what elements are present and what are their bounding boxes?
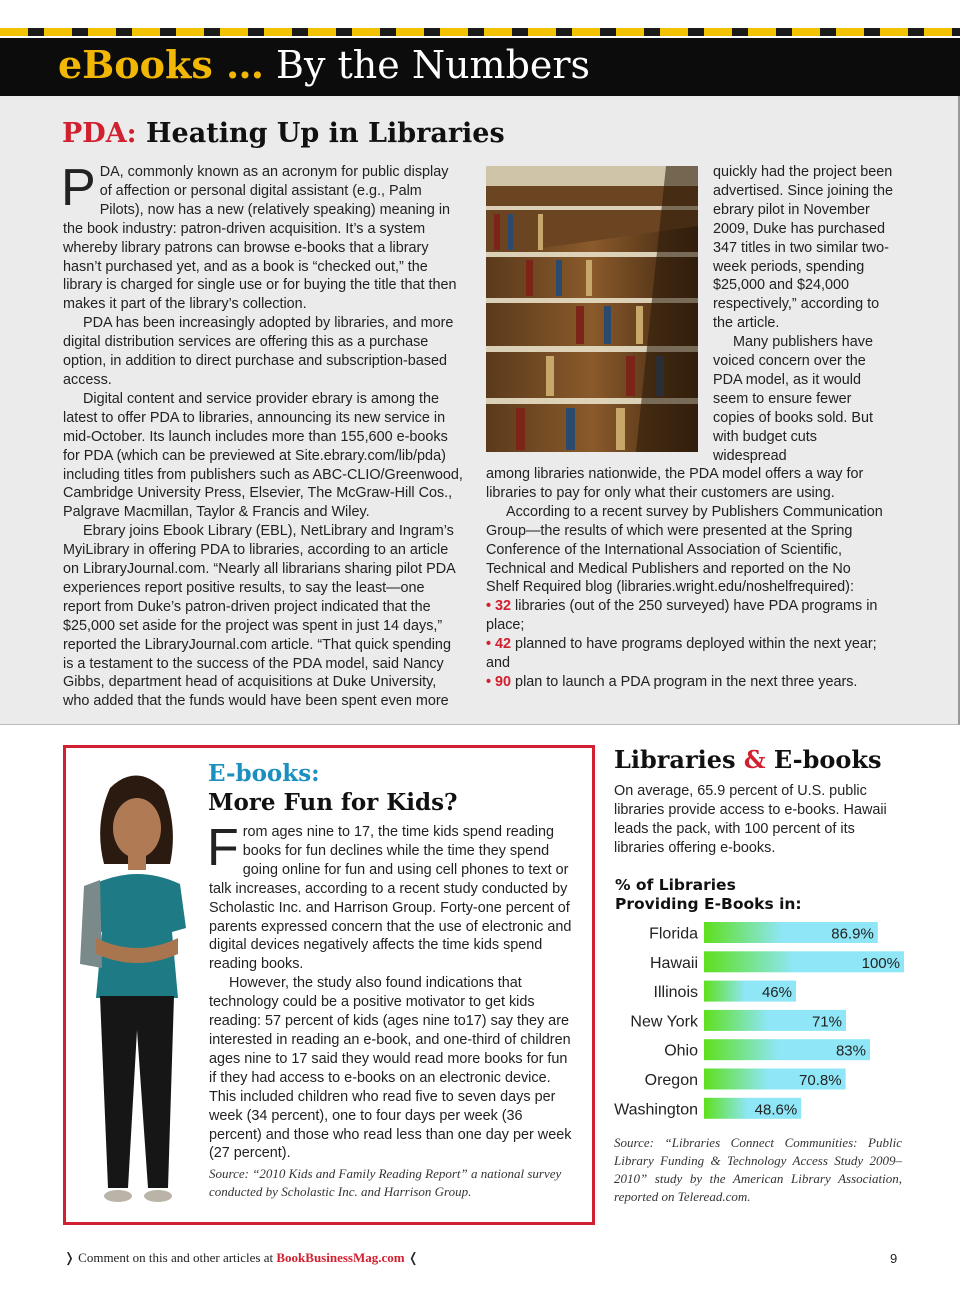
kids-source: Source: “2010 Kids and Family Reading Report” a national survey conducted by Scholastic Inc. and Harrison Group.: [209, 1166, 562, 1200]
bullet-item: • 90 plan to launch a PDA program in the next three years.: [486, 673, 858, 690]
category-label: Washington: [614, 1101, 698, 1119]
ebooks-bar-chart: [610, 922, 910, 1128]
pda-column-left: PDA, commonly known as an acronym for public display of affection or personal digital assistant (e.g., Palm Pilots), now has a new (relatively speaking) meaning in the book industry: patron-driven acquisition. It’s a system whereby library patrons can browse e-books that a library hasn’t purchased yet, and as a book is “checked out,” the library is charged for single use or for buying the title that then makes it part of the library’s collection. PDA has been increasingly adopted by libraries, and more digital distribution services are offering this as a purchase option, in addition to direct purchase and subscription-based access. Digital content and service provider ebrary is among the latest to offer PDA to libraries, announcing its new service in mid-October. Its launch includes more than 155,600 e-books for PDA (which can be previewed at Site.ebrary.com/lib/pda) including titles from publishers such as ABC-CLIO/Greenwood, Cambridge University Press, Elsevier, The McGraw-Hill Cos., Palgrave Macmillan, Taylor & Francis and Wiley. Ebrary joins Ebook Library (EBL), NetLibrary and Ingram’s MyiLibrary in offering PDA to libraries, according to an article on LibraryJournal.com. “Nearly all librarians sharing pilot PDA experiences report positive results, to say the least—one report from Duke’s patron-driven project indicated that the $25,000 set aside for the project was spent in just 14 days,” reported the LibraryJournal.com article. “That quick spending is a testament to the success of the PDA model, said Nancy Gibbs, department head of acquisitions at Duke University, who added that the funds would have been spent even more: [61, 159, 463, 710]
category-label: Ohio: [664, 1042, 698, 1060]
library-bookshelf-photo: [486, 166, 698, 452]
page-number: 9: [890, 1251, 898, 1266]
value-label: 48.6%: [754, 1101, 798, 1119]
category-label: New York: [630, 1013, 698, 1031]
category-label: Florida: [649, 925, 698, 943]
value-label: 46%: [761, 984, 792, 1002]
kids-body: From ages nine to 17, the time kids spend reading books for fun declines while the time they spend going online for fun and using cell phones to text or talk increases, according to a recent study conducted by Scholastic Inc. and Harrison Group. Forty-one percent of parents expressed concern that the use of electronic and digital devices negatively affects the time kids spend reading books. However, the study also found indications that technology could be a positive motivator to get kids reading: 57 percent of kids (ages nine to17) say they are interested in reading an e-book, and one-third of children ages nine to 17 said they would read more books for fun if they had access to e-books on an electronic device. This included children who read five to seven days per week (34 percent), one to four days per week (36 percent) and those who read less than one day per week (27 percent). Source: “2010 Kids and Family Reading Report” a national survey conducted by Scholastic Inc. and Harrison Group.: [207, 819, 572, 1200]
pda-title: PDA: Heating Up in Libraries: [62, 118, 505, 149]
header-title: eBooks … By the Numbers: [58, 42, 591, 87]
category-label: Illinois: [653, 984, 698, 1002]
libraries-intro: On average, 65.9 percent of U.S. public libraries provide access to e-books. Hawaii leads the pack, with 100 percent of its libraries offering e-books.: [614, 783, 887, 856]
value-label: 100%: [861, 954, 900, 972]
footer: ❭ Comment on this and other articles at BookBusinessMag.com ❬: [64, 1250, 419, 1265]
libraries-title: Libraries & E-books: [614, 745, 882, 774]
bullet-item: • 32 libraries (out of the 250 surveyed) have PDA programs in place;: [486, 598, 878, 634]
value-label: 83%: [835, 1042, 866, 1060]
site-link[interactable]: BookBusinessMag.com: [276, 1250, 405, 1265]
girl-photo: [70, 768, 204, 1210]
category-label: Hawaii: [649, 954, 698, 972]
value-label: 70.8%: [799, 1072, 842, 1089]
value-label: 71%: [811, 1013, 842, 1031]
libraries-source: Source: “Libraries Connect Communities: Public Library Funding & Technology Access Study 2009–2010” study by the American Library Association, reported on Teleread.com.: [614, 1135, 902, 1204]
pda-column-right-top: quickly had the project been advertised. Since joining the ebrary pilot in November 2009, Duke has purchased 347 titles in two similar two-week periods, spending $25,000 and $24,000 respectively,” according to the article. Many publishers have voiced concern over the PDA model, as it would seem to ensure fewer copies of books sold. But with budget cuts widespread: [713, 164, 893, 464]
drop-cap: F: [207, 819, 239, 877]
category-label: Oregon: [644, 1072, 698, 1089]
chart-title: % of Libraries Providing E-Books in:: [615, 876, 802, 913]
bullet-item: • 42 planned to have programs deployed within the next year; and: [486, 636, 877, 672]
kids-subtitle: More Fun for Kids?: [208, 789, 458, 816]
value-label: 86.9%: [831, 925, 874, 943]
pda-column-right-bottom: among libraries nationwide, the PDA model offers a way for libraries to pay for only what their customers are using. According to a recent survey by Publishers Communication Group—the results of which were presented at the Spring Conference of the International Association of Scientific, Technical and Medical Publishers and reported on the No Shelf Required blog (libraries.wright.edu/noshelfrequired): • 32 libraries (out of the 250 surveyed) have PDA programs in place; • 42 planned to have programs deployed within the next year; and • 90 plan to launch a PDA program in the next three years.: [486, 466, 883, 690]
top-stripe: [0, 28, 960, 36]
kids-title: E-books:: [208, 760, 320, 787]
section-header: [0, 38, 960, 96]
drop-cap: P: [61, 159, 96, 217]
